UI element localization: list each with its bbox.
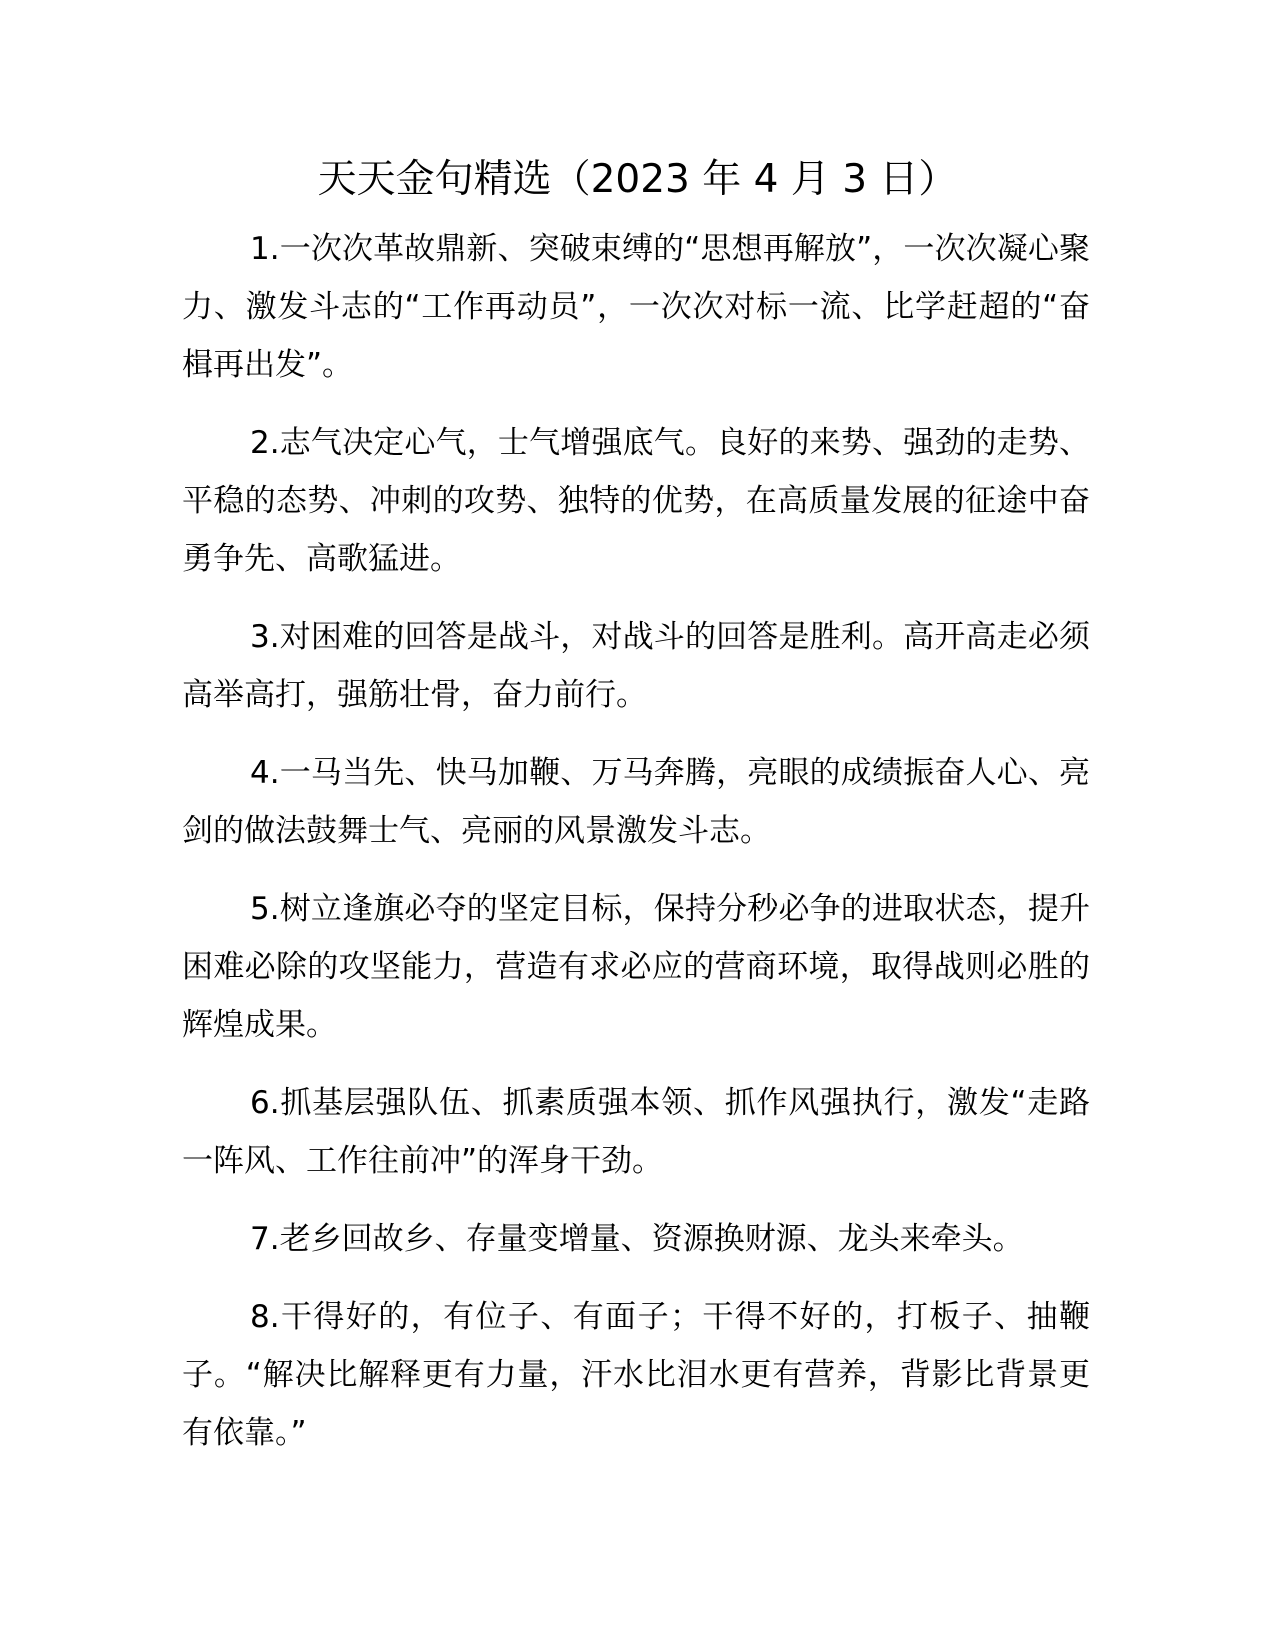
paragraph: 6.抓基层强队伍、抓素质强本领、抓作风强执行，激发“走路一阵风、工作往前冲”的浑身干劲。 [182,1085,1090,1179]
paragraph: 3.对困难的回答是战斗，对战斗的回答是胜利。高开高走必须高举高打，强筋壮骨，奋力前行。 [182,619,1090,713]
paragraph: 5.树立逢旗必夺的坚定目标，保持分秒必争的进取状态，提升困难必除的攻坚能力，营造有求必应的营商环境，取得战则必胜的辉煌成果。 [182,891,1090,1043]
paragraph: 1.一次次革故鼎新、突破束缚的“思想再解放”，一次次凝心聚力、激发斗志的“工作再动员”，一次次对标一流、比学赶超的“奋楫再出发”。 [182,231,1090,383]
paragraph: 2.志气决定心气，士气增强底气。良好的来势、强劲的走势、平稳的态势、冲刺的攻势、独特的优势，在高质量发展的征途中奋勇争先、高歌猛进。 [182,425,1090,577]
page-title: 天天金句精选（2023 年 4 月 3 日） [317,157,958,202]
paragraph: 4.一马当先、快马加鞭、万马奔腾，亮眼的成绩振奋人心、亮剑的做法鼓舞士气、亮丽的风景激发斗志。 [182,755,1090,849]
paragraph: 7.老乡回故乡、存量变增量、资源换财源、龙头来牵头。 [250,1221,1024,1257]
paragraph: 8.干得好的，有位子、有面子；干得不好的，打板子、抽鞭子。“解决比解释更有力量，汗水比泪水更有营养，背影比背景更有依靠。” [182,1299,1090,1451]
document-body [182,220,1090,1482]
